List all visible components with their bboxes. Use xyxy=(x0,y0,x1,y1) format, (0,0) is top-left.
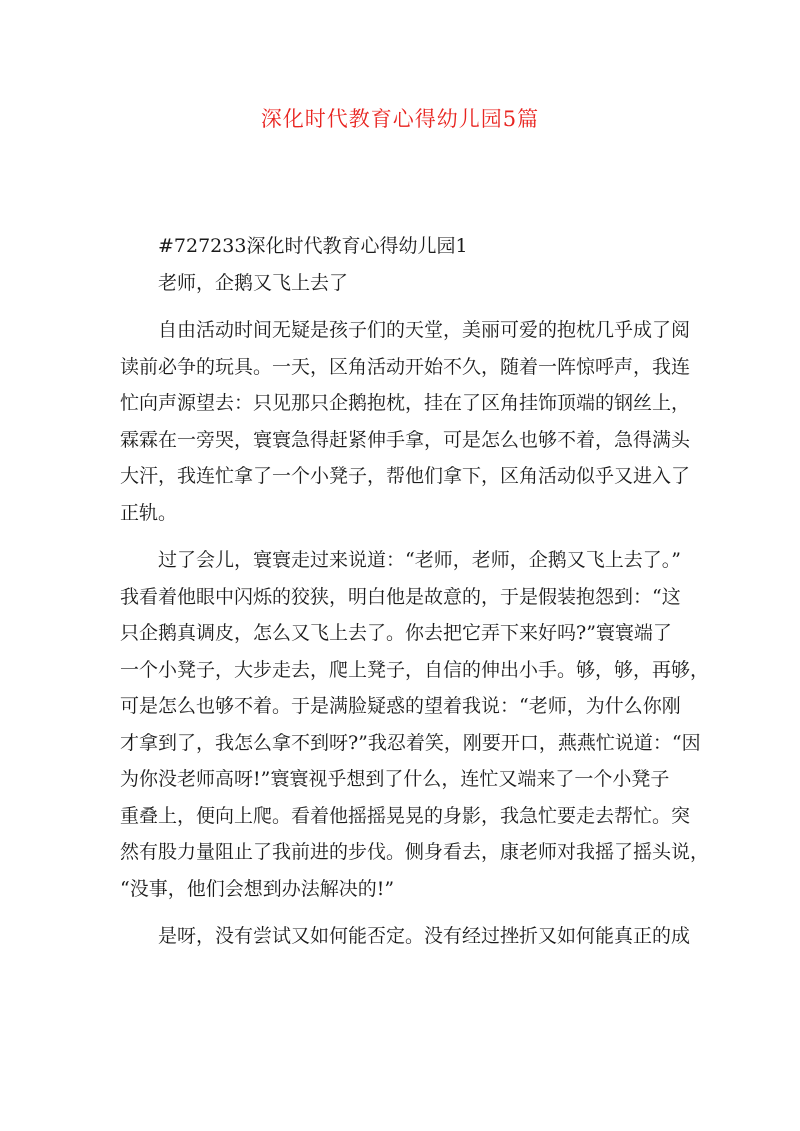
document-body xyxy=(120,228,710,955)
paragraph-1 xyxy=(120,312,691,531)
paragraph-line: “没事，他们会想到办法解决的!” xyxy=(120,877,395,900)
document-title: 深化时代教育心得幼儿园5篇 xyxy=(260,107,540,131)
paragraph-3 xyxy=(120,918,691,955)
paragraph-line: 霖霖在一旁哭，寰寰急得赶紧伸手拿，可是怎么也够不着，急得满头 xyxy=(120,428,691,451)
paragraph-line: 重叠上，便向上爬。看着他摇摇晃晃的身影，我急忙要走去帮忙。突 xyxy=(120,804,691,827)
paragraph-line: 一个小凳子，大步走去，爬上凳子，自信的伸出小手。够，够，再够， xyxy=(120,658,710,681)
paragraph-line: 为你没老师高呀!”寰寰视乎想到了什么，连忙又端来了一个小凳子 xyxy=(120,768,670,790)
paragraph-line: 才拿到了，我怎么拿不到呀?”我忍着笑，刚要开口，燕燕忙说道：“因 xyxy=(120,731,701,754)
paragraph-line: 正轨。 xyxy=(120,501,178,524)
paragraph-line: 然有股力量阻止了我前进的步伐。侧身看去，康老师对我摇了摇头说， xyxy=(120,841,710,863)
paragraph-line: 是呀，没有尝试又如何能否定。没有经过挫折又如何能真正的成 xyxy=(158,925,691,947)
paragraph-line: 大汗，我连忙拿了一个小凳子，帮他们拿下，区角活动似乎又进入了 xyxy=(120,465,691,487)
paragraph-2 xyxy=(120,542,710,907)
paragraph-line: 我看着他眼中闪烁的狡狭，明白他是故意的，于是假装抱怨到：“这 xyxy=(120,585,681,608)
paragraph-line: 读前必争的玩具。一天，区角活动开始不久，随着一阵惊呼声，我连 xyxy=(120,355,691,378)
paragraph-line: 只企鹅真调皮，怎么又飞上去了。你去把它弄下来好吗?”寰寰端了 xyxy=(120,622,672,644)
subheading: 老师，企鹅又飞上去了 xyxy=(158,271,349,294)
paragraph-line: 自由活动时间无疑是孩子们的天堂，美丽可爱的抱枕几乎成了阅 xyxy=(158,319,691,341)
section-heading: #727233深化时代教育心得幼儿园1 xyxy=(158,235,468,257)
paragraph-line: 可是怎么也够不着。于是满脸疑惑的望着我说：“老师，为什么你刚 xyxy=(120,695,681,717)
paragraph-line: 过了会儿，寰寰走过来说道：“老师，老师，企鹅又飞上去了。” xyxy=(158,549,681,571)
paragraph-line: 忙向声源望去：只见那只企鹅抱枕，挂在了区角挂饰顶端的钢丝上， xyxy=(120,392,691,414)
